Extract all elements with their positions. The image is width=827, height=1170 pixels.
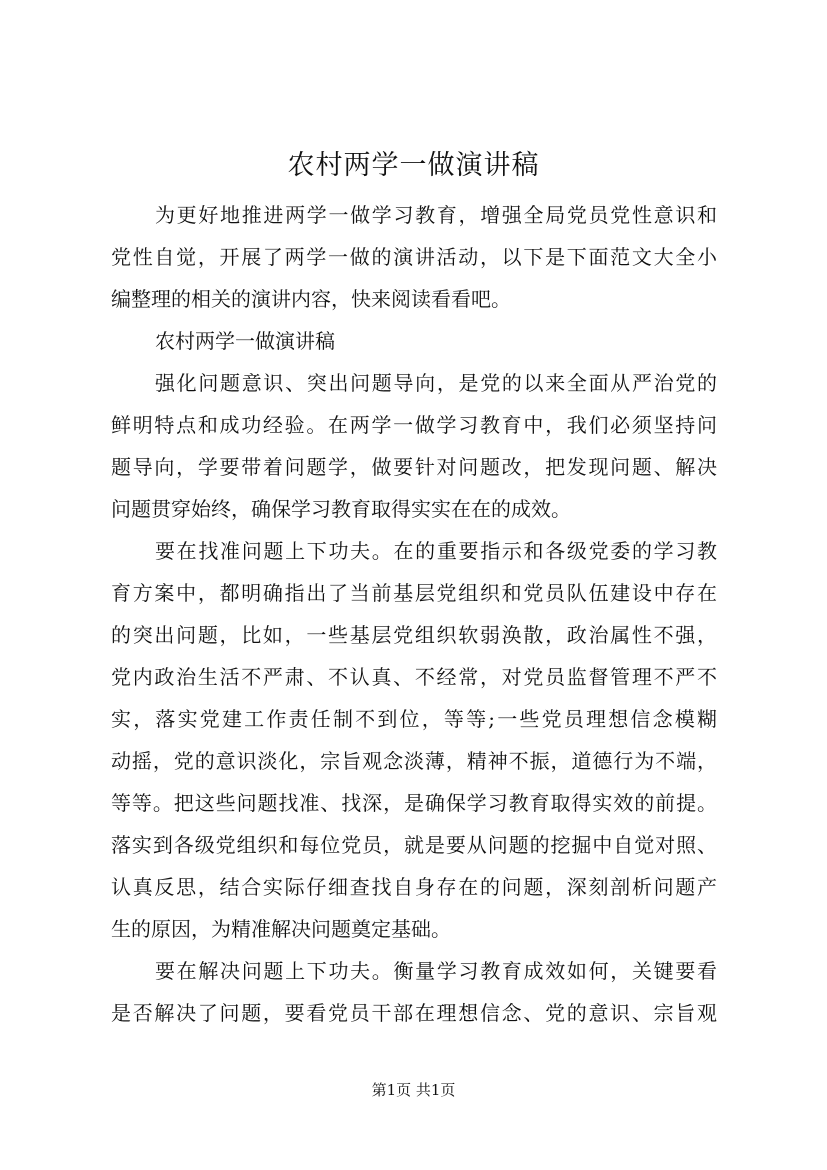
text-line: 问题贯穿始终，确保学习教育取得实实在在的成效。 — [111, 497, 571, 521]
document-title: 农村两学一做演讲稿 — [287, 150, 540, 181]
text-line: 的突出问题，比如，一些基层党组织软弱涣散，政治属性不强， — [111, 623, 717, 647]
page-number-footer: 第1页 共1页 — [371, 1081, 456, 1099]
text-line: 是否解决了问题，要看党员干部在理想信念、党的意识、宗旨观 — [111, 1001, 717, 1025]
section-heading: 农村两学一做演讲稿 — [155, 329, 335, 353]
text-line: 等等。把这些问题找准、找深，是确保学习教育取得实效的前提。 — [111, 791, 717, 815]
text-line: 育方案中，都明确指出了当前基层党组织和党员队伍建设中存在 — [111, 581, 717, 605]
text-line: 实，落实党建工作责任制不到位，等等;一些党员理想信念模糊 — [111, 707, 717, 731]
text-line: 编整理的相关的演讲内容，快来阅读看看吧。 — [111, 287, 511, 311]
text-line: 党内政治生活不严肃、不认真、不经常，对党员监督管理不严不 — [111, 665, 717, 689]
text-line: 鲜明特点和成功经验。在两学一做学习教育中，我们必须坚持问 — [111, 413, 717, 437]
document-body — [111, 194, 717, 1034]
text-line: 生的原因，为精准解决问题奠定基础。 — [111, 917, 451, 941]
text-line: 要在解决问题上下功夫。衡量学习教育成效如何，关键要看 — [155, 959, 717, 983]
text-line: 题导向，学要带着问题学，做要针对问题改，把发现问题、解决 — [111, 455, 717, 479]
text-line: 要在找准问题上下功夫。在的重要指示和各级党委的学习教 — [155, 539, 717, 563]
text-line: 为更好地推进两学一做学习教育，增强全局党员党性意识和 — [155, 203, 717, 227]
text-line: 落实到各级党组织和每位党员，就是要从问题的挖掘中自觉对照、 — [111, 833, 717, 857]
text-line: 党性自觉，开展了两学一做的演讲活动，以下是下面范文大全小 — [111, 245, 717, 269]
text-line: 动摇，党的意识淡化，宗旨观念淡薄，精神不振，道德行为不端， — [111, 749, 717, 773]
text-line: 强化问题意识、突出问题导向，是党的以来全面从严治党的 — [155, 371, 717, 395]
text-line: 认真反思，结合实际仔细查找自身存在的问题，深刻剖析问题产 — [111, 875, 717, 899]
